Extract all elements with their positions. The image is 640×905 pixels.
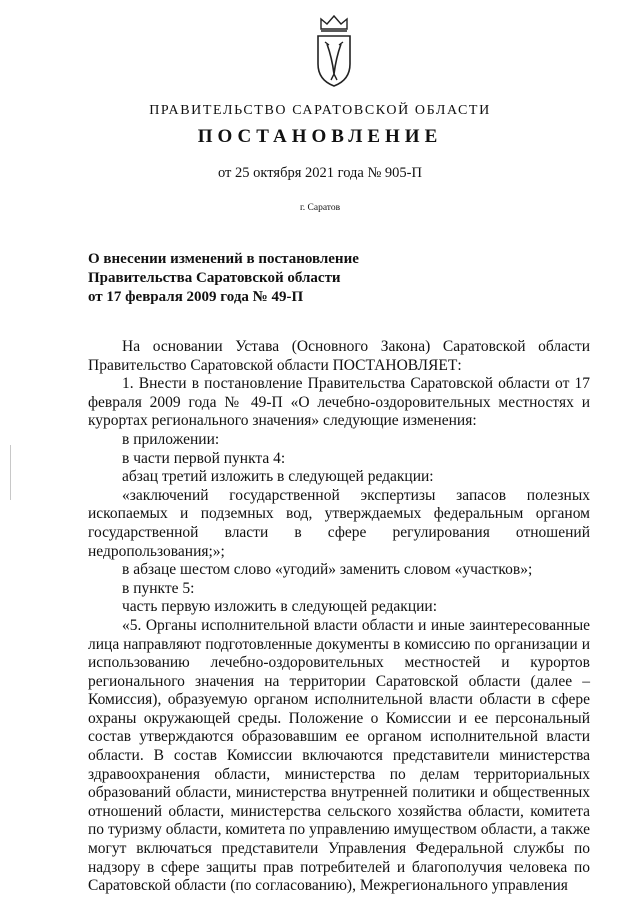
organization-title: ПРАВИТЕЛЬСТВО САРАТОВСКОЙ ОБЛАСТИ <box>149 103 491 118</box>
body-paragraph: в части первой пункта 4: <box>122 449 286 467</box>
document-date-number: от 25 октября 2021 года № 905-П <box>218 165 422 181</box>
document-city: г. Саратов <box>299 203 341 213</box>
body-paragraph: часть первую изложить в следующей редакции: <box>122 598 438 616</box>
body-paragraph: в пункте 5: <box>122 579 195 597</box>
body-paragraph: абзац третий изложить в следующей редакции: <box>122 468 434 486</box>
body-paragraph: в приложении: <box>122 430 220 448</box>
subject-line-1: О внесении изменений в постановление <box>88 251 359 267</box>
scan-margin-mark <box>10 445 11 500</box>
subject-line-2: Правительства Саратовской области <box>88 270 341 286</box>
document-type: ПОСТАНОВЛЕНИЕ <box>197 126 443 147</box>
body-paragraph: 1. Внести в постановление Правительства Саратовской области от 17 февраля 2009 года № 49-П «О лечебно-оздоровительных местностях и курортах регионального значения» следующие изменения: <box>88 375 590 430</box>
subject-line-3: от 17 февраля 2009 года № 49-П <box>88 289 304 305</box>
body-paragraph: «5. Органы исполнительной власти области и иные заинтересованные лица направляют подготовленные документы в комиссию по организации и использованию лечебно-оздоровительных местностей и курортов регионального значения на территории Саратовской области (далее – Комиссия), образуемую органом исполнительной власти области в сфере охраны окружающей среды. Положение о Комиссии и ее персональный состав утверждаются образовавшим ее органом исполнительной власти области. В состав Комиссии включаются представители министерства здравоохранения области, министерства по делам территориальных образований области, министерства внутренней политики и общественных отношений области, министерства сельского хозяйства области, комитета по туризму области, комитета по управлению имуществом области, а также могут включаться представители Управления Федеральной службы по надзору в сфере защиты прав потребителей и благополучия человека по Саратовской области (по согласованию), Межрегионального управления <box>88 616 590 895</box>
document-body <box>88 338 590 896</box>
body-paragraph: На основании Устава (Основного Закона) Саратовской области Правительство Саратовской области ПОСТАНОВЛЯЕТ: <box>88 338 590 374</box>
body-paragraph: в абзаце шестом слово «угодий» заменить словом «участков»; <box>122 561 533 579</box>
document-subject <box>88 250 359 307</box>
coat-of-arms-icon <box>315 14 353 88</box>
body-paragraph: «заключений государственной экспертизы запасов полезных ископаемых и подземных вод, утверждаемых федеральным органом государственной власти в сфере регулирования отношений недропользования;»; <box>88 486 590 560</box>
